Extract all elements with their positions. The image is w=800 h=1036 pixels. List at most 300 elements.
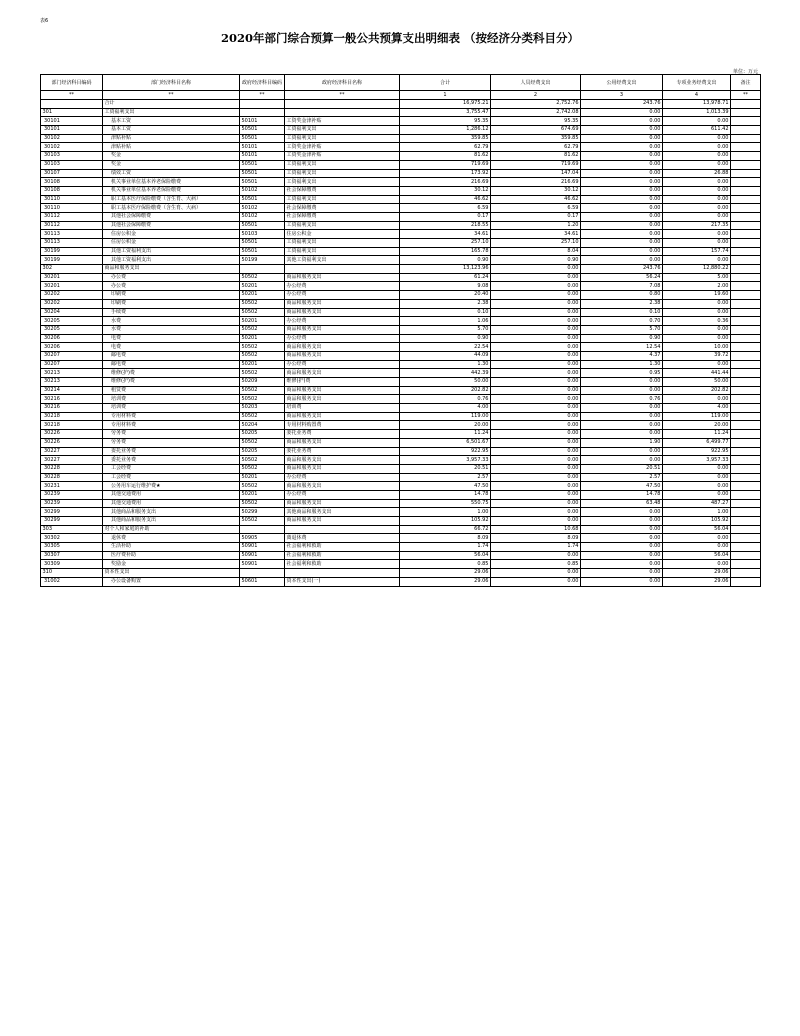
special-cell: 56.04 [663, 551, 731, 560]
special-cell: 0.00 [663, 490, 731, 499]
total-cell: 719.69 [400, 160, 491, 169]
dept-name-cell: 津贴补贴 [103, 134, 240, 143]
note-cell [731, 152, 761, 161]
header-special: 专项业务经费支出 [663, 75, 731, 91]
gov-code-cell [240, 100, 285, 109]
total-cell: 442.39 [400, 369, 491, 378]
dept-code-cell: 30231 [41, 482, 103, 491]
dept-name-cell: 住房公积金 [103, 239, 240, 248]
public-cell: 2.57 [581, 473, 663, 482]
note-cell [731, 143, 761, 152]
special-cell: 0.00 [663, 308, 731, 317]
note-cell [731, 369, 761, 378]
gov-name-cell: 商品和服务支出 [285, 464, 400, 473]
dept-code-cell: 30207 [41, 360, 103, 369]
gov-name-cell: 商品和服务支出 [285, 273, 400, 282]
public-cell: 0.00 [581, 404, 663, 413]
table-row [41, 404, 761, 413]
personnel-cell: 2,752.76 [491, 100, 581, 109]
index-cell: ** [731, 91, 761, 100]
dept-name-cell: 津贴补贴 [103, 143, 240, 152]
total-cell: 0.17 [400, 212, 491, 221]
gov-name-cell: 住房公积金 [285, 230, 400, 239]
gov-name-cell [285, 265, 400, 274]
gov-name-cell: 其他商品和服务支出 [285, 508, 400, 517]
gov-code-cell: 50502 [240, 308, 285, 317]
note-cell [731, 412, 761, 421]
dept-name-cell: 机关事业单位基本养老保险缴费 [103, 178, 240, 187]
gov-name-cell: 社会福利和救助 [285, 543, 400, 552]
gov-code-cell: 50905 [240, 534, 285, 543]
table-row [41, 134, 761, 143]
dept-name-cell: 办公费 [103, 282, 240, 291]
gov-code-cell: 50502 [240, 299, 285, 308]
total-cell: 34.61 [400, 230, 491, 239]
gov-name-cell [285, 108, 400, 117]
personnel-cell: 0.00 [491, 569, 581, 578]
gov-code-cell: 50201 [240, 291, 285, 300]
gov-code-cell [240, 265, 285, 274]
gov-name-cell: 工资福利支出 [285, 195, 400, 204]
note-cell [731, 482, 761, 491]
personnel-cell: 0.00 [491, 291, 581, 300]
public-cell: 0.76 [581, 395, 663, 404]
total-cell: 0.76 [400, 395, 491, 404]
personnel-cell: 0.00 [491, 499, 581, 508]
dept-name-cell: 其他工资福利支出 [103, 247, 240, 256]
note-cell [731, 360, 761, 369]
table-row [41, 569, 761, 578]
table-row [41, 378, 761, 387]
special-cell: 0.00 [663, 186, 731, 195]
header-gov-name: 政府经济科目名称 [285, 75, 400, 91]
dept-name-cell: 资本性支出 [103, 569, 240, 578]
special-cell: 56.04 [663, 525, 731, 534]
note-cell [731, 490, 761, 499]
special-cell: 0.00 [663, 560, 731, 569]
gov-name-cell: 委托业务费 [285, 447, 400, 456]
gov-code-cell: 50103 [240, 230, 285, 239]
dept-name-cell: 机关事业单位基本养老保险缴费 [103, 186, 240, 195]
gov-code-cell: 50102 [240, 212, 285, 221]
dept-name-cell: 其他商品和服务支出 [103, 517, 240, 526]
personnel-cell: 0.00 [491, 378, 581, 387]
gov-name-cell [285, 569, 400, 578]
special-cell: 12,880.22 [663, 265, 731, 274]
gov-code-cell: 50501 [240, 126, 285, 135]
dept-name-cell: 邮电费 [103, 351, 240, 360]
gov-code-cell [240, 108, 285, 117]
dept-code-cell: 30227 [41, 456, 103, 465]
table-row [41, 412, 761, 421]
table-row [41, 291, 761, 300]
note-cell [731, 317, 761, 326]
dept-code-cell: 303 [41, 525, 103, 534]
dept-name-cell: 职工基本医疗保险缴费（含生育、大病） [103, 195, 240, 204]
header-dept-name: 部门经济科目名称 [103, 75, 240, 91]
personnel-cell: 62.79 [491, 143, 581, 152]
public-cell: 2.38 [581, 299, 663, 308]
dept-name-cell: 职工基本医疗保险缴费（含生育、大病） [103, 204, 240, 213]
unit-label: 单位：万元 [732, 69, 758, 75]
special-cell: 0.00 [663, 473, 731, 482]
dept-code-cell: 310 [41, 569, 103, 578]
note-cell [731, 499, 761, 508]
index-cell: 3 [581, 91, 663, 100]
total-cell: 5.70 [400, 325, 491, 334]
public-cell: 0.00 [581, 239, 663, 248]
dept-code-cell: 30201 [41, 282, 103, 291]
dept-code-cell: 30213 [41, 378, 103, 387]
table-row [41, 282, 761, 291]
public-cell: 0.00 [581, 412, 663, 421]
special-cell: 922.95 [663, 447, 731, 456]
note-cell [731, 577, 761, 586]
table-row [41, 195, 761, 204]
note-cell [731, 517, 761, 526]
dept-code-cell: 30201 [41, 273, 103, 282]
total-cell: 173.92 [400, 169, 491, 178]
personnel-cell: 0.00 [491, 490, 581, 499]
dept-code-cell: 30199 [41, 256, 103, 265]
total-cell: 20.00 [400, 421, 491, 430]
dept-code-cell: 30113 [41, 239, 103, 248]
gov-code-cell: 50299 [240, 508, 285, 517]
special-cell: 3,957.33 [663, 456, 731, 465]
gov-code-cell: 50101 [240, 152, 285, 161]
note-cell [731, 126, 761, 135]
public-cell: 0.10 [581, 308, 663, 317]
dept-code-cell: 301 [41, 108, 103, 117]
dept-name-cell: 维修(护)费 [103, 378, 240, 387]
gov-name-cell: 办公经费 [285, 282, 400, 291]
table-row [41, 239, 761, 248]
dept-code-cell: 30299 [41, 517, 103, 526]
dept-name-cell: 印刷费 [103, 291, 240, 300]
gov-code-cell: 50502 [240, 343, 285, 352]
note-cell [731, 386, 761, 395]
dept-code-cell: 30228 [41, 473, 103, 482]
personnel-cell: 0.00 [491, 325, 581, 334]
personnel-cell: 81.62 [491, 152, 581, 161]
table-row [41, 169, 761, 178]
dept-code-cell: 30206 [41, 334, 103, 343]
gov-code-cell: 50502 [240, 351, 285, 360]
special-cell: 0.00 [663, 464, 731, 473]
special-cell: 0.00 [663, 482, 731, 491]
total-cell: 30.12 [400, 186, 491, 195]
dept-name-cell: 邮电费 [103, 360, 240, 369]
total-cell: 20.51 [400, 464, 491, 473]
personnel-cell: 0.00 [491, 430, 581, 439]
note-cell [731, 134, 761, 143]
public-cell: 0.00 [581, 169, 663, 178]
note-cell [731, 343, 761, 352]
personnel-cell: 1.74 [491, 543, 581, 552]
gov-name-cell: 商品和服务支出 [285, 351, 400, 360]
personnel-cell: 6.59 [491, 204, 581, 213]
gov-code-cell: 50501 [240, 195, 285, 204]
special-cell: 1.00 [663, 508, 731, 517]
public-cell: 12.54 [581, 343, 663, 352]
dept-code-cell: 30226 [41, 438, 103, 447]
total-cell: 359.85 [400, 134, 491, 143]
dept-code-cell: 30305 [41, 543, 103, 552]
dept-name-cell: 水费 [103, 317, 240, 326]
dept-name-cell: 工资福利支出 [103, 108, 240, 117]
total-cell: 50.00 [400, 378, 491, 387]
total-cell: 0.90 [400, 334, 491, 343]
note-cell [731, 291, 761, 300]
gov-name-cell: 工资福利支出 [285, 178, 400, 187]
table-row [41, 464, 761, 473]
dept-name-cell: 公务用车运行维护费★ [103, 482, 240, 491]
note-cell [731, 178, 761, 187]
dept-name-cell: 其他交通费用 [103, 490, 240, 499]
total-cell: 16,975.21 [400, 100, 491, 109]
gov-code-cell: 50901 [240, 543, 285, 552]
gov-name-cell: 其他工资福利支出 [285, 256, 400, 265]
personnel-cell: 0.00 [491, 517, 581, 526]
personnel-cell: 0.00 [491, 386, 581, 395]
dept-name-cell: 退休费 [103, 534, 240, 543]
total-cell: 550.75 [400, 499, 491, 508]
dept-code-cell: 31002 [41, 577, 103, 586]
special-cell: 0.00 [663, 230, 731, 239]
special-cell: 0.00 [663, 195, 731, 204]
public-cell: 0.00 [581, 126, 663, 135]
public-cell: 0.95 [581, 369, 663, 378]
public-cell: 0.00 [581, 195, 663, 204]
table-row [41, 343, 761, 352]
dept-code-cell: 30107 [41, 169, 103, 178]
dept-code-cell: 30216 [41, 404, 103, 413]
table-row [41, 534, 761, 543]
special-cell: 0.00 [663, 325, 731, 334]
dept-name-cell: 商品和服务支出 [103, 265, 240, 274]
special-cell: 0.00 [663, 239, 731, 248]
gov-code-cell: 50201 [240, 282, 285, 291]
personnel-cell: 674.69 [491, 126, 581, 135]
gov-name-cell: 工资福利支出 [285, 160, 400, 169]
table-row [41, 421, 761, 430]
total-cell: 9.08 [400, 282, 491, 291]
dept-code-cell: 30239 [41, 490, 103, 499]
gov-name-cell: 商品和服务支出 [285, 517, 400, 526]
page-title: 2020年部门综合预算一般公共预算支出明细表 （按经济分类科目分） [220, 31, 579, 45]
public-cell: 0.90 [581, 334, 663, 343]
gov-name-cell: 商品和服务支出 [285, 412, 400, 421]
dept-code-cell: 30302 [41, 534, 103, 543]
dept-name-cell: 其他交通费用 [103, 499, 240, 508]
table-row [41, 560, 761, 569]
dept-code-cell: 30112 [41, 221, 103, 230]
table-row [41, 230, 761, 239]
special-cell: 1,013.39 [663, 108, 731, 117]
personnel-cell: 0.00 [491, 282, 581, 291]
gov-name-cell: 离退休费 [285, 534, 400, 543]
gov-name-cell: 社会保障缴费 [285, 204, 400, 213]
dept-name-cell: 办公费 [103, 273, 240, 282]
table-row [41, 551, 761, 560]
table-row [41, 117, 761, 126]
public-cell: 0.00 [581, 108, 663, 117]
dept-code-cell: 30199 [41, 247, 103, 256]
gov-name-cell: 商品和服务支出 [285, 438, 400, 447]
gov-name-cell: 办公经费 [285, 360, 400, 369]
personnel-cell: 0.00 [491, 421, 581, 430]
table-row [41, 204, 761, 213]
total-cell: 2.38 [400, 299, 491, 308]
dept-name-cell: 其他社会保障缴费 [103, 212, 240, 221]
dept-name-cell: 委托业务费 [103, 456, 240, 465]
gov-name-cell: 工资奖金津补贴 [285, 117, 400, 126]
table-row [41, 299, 761, 308]
special-cell: 0.00 [663, 360, 731, 369]
special-cell: 105.92 [663, 517, 731, 526]
table-row [41, 360, 761, 369]
gov-name-cell: 社会福利和救助 [285, 560, 400, 569]
table-row [41, 482, 761, 491]
gov-name-cell: 办公经费 [285, 473, 400, 482]
personnel-cell: 216.69 [491, 178, 581, 187]
gov-name-cell: 办公经费 [285, 317, 400, 326]
dept-name-cell: 其他社会保障缴费 [103, 221, 240, 230]
personnel-cell: 0.00 [491, 551, 581, 560]
public-cell: 56.24 [581, 273, 663, 282]
dept-name-cell: 奖励金 [103, 560, 240, 569]
header-total: 合计 [400, 75, 491, 91]
public-cell: 0.00 [581, 230, 663, 239]
table-row [41, 525, 761, 534]
dept-code-cell: 30213 [41, 369, 103, 378]
note-cell [731, 108, 761, 117]
dept-name-cell: 租赁费 [103, 386, 240, 395]
personnel-cell: 257.10 [491, 239, 581, 248]
personnel-cell: 0.00 [491, 464, 581, 473]
special-cell: 0.00 [663, 334, 731, 343]
total-cell: 3,957.33 [400, 456, 491, 465]
header-note: 备注 [731, 75, 761, 91]
dept-name-cell: 劳务费 [103, 430, 240, 439]
table-row [41, 456, 761, 465]
personnel-cell: 0.00 [491, 265, 581, 274]
special-cell: 29.06 [663, 577, 731, 586]
public-cell: 0.00 [581, 534, 663, 543]
dept-name-cell: 其他工资福利支出 [103, 256, 240, 265]
personnel-cell: 147.04 [491, 169, 581, 178]
gov-code-cell: 50502 [240, 412, 285, 421]
gov-code-cell [240, 569, 285, 578]
note-cell [731, 569, 761, 578]
table-row [41, 152, 761, 161]
index-cell: ** [285, 91, 400, 100]
note-cell [731, 239, 761, 248]
dept-name-cell: 办公设备购置 [103, 577, 240, 586]
table-row [41, 447, 761, 456]
personnel-cell: 0.00 [491, 482, 581, 491]
special-cell: 0.00 [663, 117, 731, 126]
dept-code-cell: 30239 [41, 499, 103, 508]
gov-code-cell: 50502 [240, 273, 285, 282]
gov-name-cell: 商品和服务支出 [285, 308, 400, 317]
table-number-tag: 表6 [40, 18, 49, 24]
gov-code-cell: 50502 [240, 438, 285, 447]
gov-code-cell: 50201 [240, 360, 285, 369]
dept-name-cell: 电费 [103, 343, 240, 352]
public-cell: 0.00 [581, 421, 663, 430]
gov-name-cell: 工资奖金津补贴 [285, 152, 400, 161]
note-cell [731, 265, 761, 274]
dept-code-cell: 30205 [41, 317, 103, 326]
special-cell: 29.06 [663, 569, 731, 578]
note-cell [731, 438, 761, 447]
index-cell: 1 [400, 91, 491, 100]
dept-name-cell: 奖金 [103, 152, 240, 161]
gov-name-cell: 培训费 [285, 404, 400, 413]
total-cell: 95.35 [400, 117, 491, 126]
note-cell [731, 551, 761, 560]
public-cell: 243.76 [581, 100, 663, 109]
note-cell [731, 247, 761, 256]
table-row [41, 577, 761, 586]
note-cell [731, 447, 761, 456]
special-cell: 0.00 [663, 395, 731, 404]
total-cell: 1.00 [400, 508, 491, 517]
special-cell: 0.00 [663, 152, 731, 161]
dept-name-cell: 基本工资 [103, 126, 240, 135]
total-cell: 61.24 [400, 273, 491, 282]
gov-name-cell: 工资福利支出 [285, 126, 400, 135]
gov-name-cell: 工资奖金津补贴 [285, 143, 400, 152]
public-cell: 0.00 [581, 152, 663, 161]
table-row [41, 517, 761, 526]
dept-name-cell: 电费 [103, 334, 240, 343]
gov-name-cell [285, 100, 400, 109]
total-cell: 22.54 [400, 343, 491, 352]
dept-code-cell: 30103 [41, 152, 103, 161]
dept-name-cell: 培训费 [103, 404, 240, 413]
table-row [41, 351, 761, 360]
dept-name-cell: 工会经费 [103, 464, 240, 473]
public-cell: 0.00 [581, 178, 663, 187]
dept-name-cell: 生活补助 [103, 543, 240, 552]
note-cell [731, 534, 761, 543]
total-cell: 11.24 [400, 430, 491, 439]
gov-name-cell: 办公经费 [285, 334, 400, 343]
gov-code-cell: 50501 [240, 160, 285, 169]
dept-code-cell: 30218 [41, 412, 103, 421]
special-cell: 4.00 [663, 404, 731, 413]
table-row [41, 143, 761, 152]
special-cell: 0.00 [663, 256, 731, 265]
personnel-cell: 0.00 [491, 395, 581, 404]
public-cell: 0.00 [581, 221, 663, 230]
table-row [41, 308, 761, 317]
header-row [41, 75, 761, 91]
gov-name-cell: 商品和服务支出 [285, 386, 400, 395]
dept-code-cell [41, 100, 103, 109]
table-row [41, 256, 761, 265]
dept-code-cell: 30228 [41, 464, 103, 473]
personnel-cell: 719.69 [491, 160, 581, 169]
dept-code-cell: 30101 [41, 117, 103, 126]
dept-name-cell: 印刷费 [103, 299, 240, 308]
special-cell: 611.42 [663, 126, 731, 135]
gov-code-cell: 50101 [240, 117, 285, 126]
dept-name-cell: 培训费 [103, 395, 240, 404]
special-cell: 0.00 [663, 543, 731, 552]
